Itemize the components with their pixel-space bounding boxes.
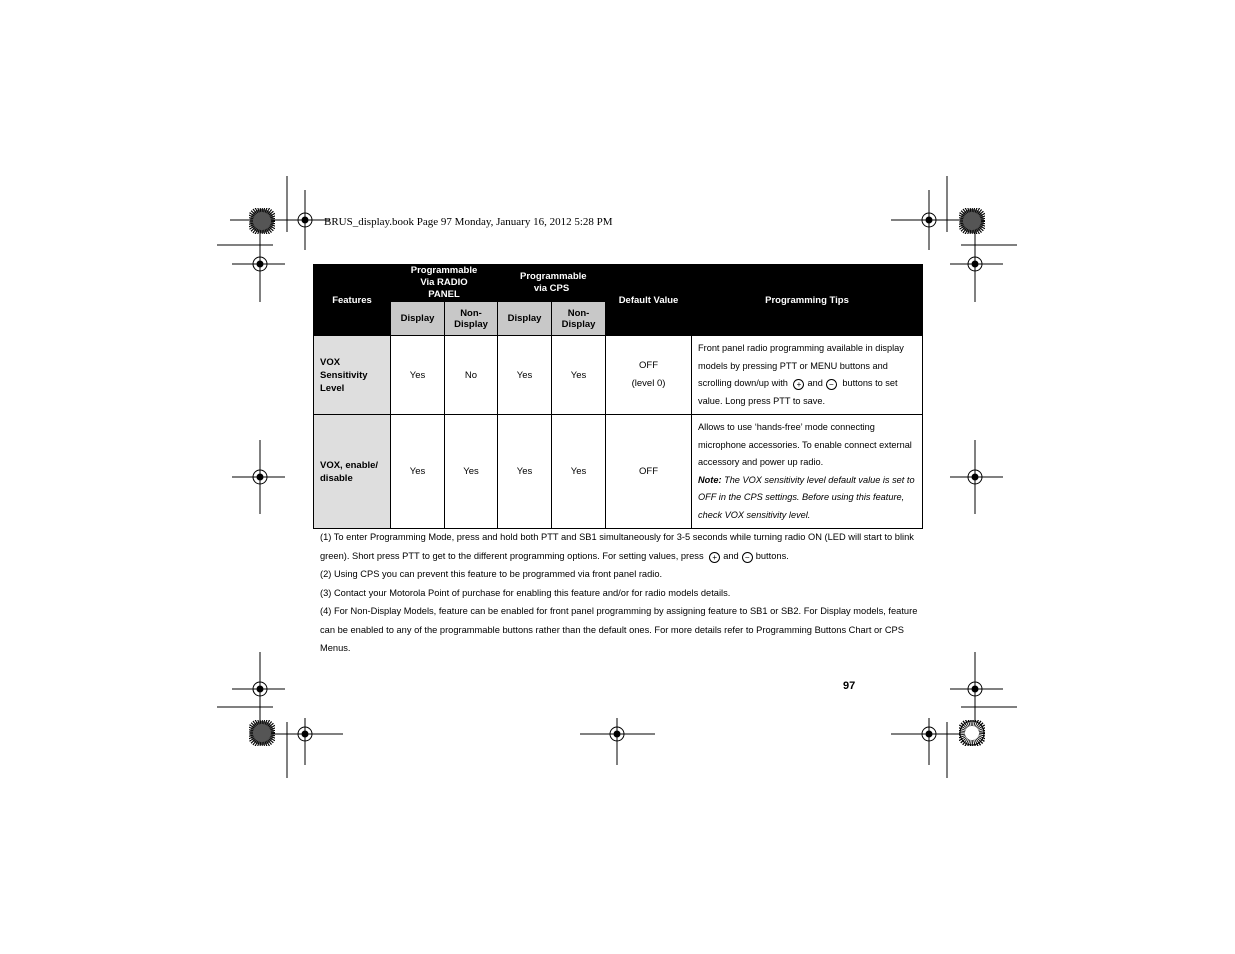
default-value-cell: OFF — [606, 415, 692, 529]
header-panel-display: Display — [391, 302, 445, 336]
book-header: BRUS_display.book Page 97 Monday, January 16, 2012 5:28 PM — [324, 216, 613, 228]
note-label: Note: — [698, 474, 722, 485]
footnotes — [320, 528, 920, 658]
page-number: 97 — [843, 680, 856, 692]
footnote-1-and: and — [723, 550, 739, 561]
header-via-radio-panel: Programmable Via RADIO PANEL — [391, 265, 498, 302]
cps-display-cell: Yes — [498, 415, 552, 529]
header-via-cps: Programmable via CPS — [498, 265, 606, 302]
vox-features-table — [313, 264, 923, 529]
programming-tip-cell — [692, 336, 923, 415]
footnote-4: (4) For Non-Display Models, feature can be enabled for front panel programming by assigning feature to SB1 or SB2. For Display models, feature can be enabled to any of the programmable buttons rather than the default ones. For more details refer to Programming Buttons Chart or CPS Menus. — [320, 606, 918, 653]
panel-display-cell: Yes — [391, 336, 445, 415]
minus-button-icon: − — [742, 552, 753, 563]
header-features: Features — [314, 265, 391, 336]
panel-non-display-cell: No — [445, 336, 498, 415]
panel-non-display-cell: Yes — [445, 415, 498, 529]
header-cps-display: Display — [498, 302, 552, 336]
header-programming-tips: Programming Tips — [692, 265, 923, 336]
starburst-mark-icon — [249, 208, 275, 234]
tip-text-cont: buttons to set value. Long press PTT to save. — [698, 378, 898, 406]
cps-display-cell: Yes — [498, 336, 552, 415]
tip-text: Allows to use ‘hands-free’ mode connecting microphone accessories. To enable connect external accessory and power up radio. — [698, 422, 912, 467]
default-value-cell — [606, 336, 692, 415]
default-value-line2: (level 0) — [631, 378, 666, 389]
note-text: The VOX sensitivity level default value is set to OFF in the CPS settings. Before using this feature, check VOX sensitivity level. — [698, 474, 915, 520]
plus-button-icon: + — [793, 379, 804, 390]
footnote-2: (2) Using CPS you can prevent this feature to be programmed via front panel radio. — [320, 569, 663, 579]
feature-cell: VOX, enable/ disable — [314, 415, 391, 529]
header-default-value: Default Value — [606, 265, 692, 336]
table-row — [314, 336, 923, 415]
tip-and: and — [807, 378, 823, 388]
panel-display-cell: Yes — [391, 415, 445, 529]
table-row — [314, 415, 923, 529]
cps-non-display-cell: Yes — [552, 415, 606, 529]
footnote-1-end: buttons. — [755, 550, 789, 561]
footnote-3: (3) Contact your Motorola Point of purchase for enabling this feature and/or for radio models details. — [320, 587, 731, 598]
cps-non-display-cell: Yes — [552, 336, 606, 415]
tip-text: Front panel radio programming available in display models by pressing PTT or MENU buttons and scrolling down/up with — [698, 343, 904, 388]
default-value-line1: OFF — [639, 360, 659, 371]
plus-button-icon: + — [709, 552, 720, 563]
footnote-1-text: (1) To enter Programming Mode, press and hold both PTT and SB1 simultaneously for 3-5 seconds while turning radio ON (LED will start to blink green). Short press PTT to get to the different programming options. For setting values, press — [320, 532, 914, 561]
feature-cell: VOX Sensitivity Level — [314, 336, 391, 415]
starburst-mark-icon — [959, 208, 985, 234]
footnote-1 — [320, 528, 920, 565]
programming-tip-cell — [692, 415, 923, 529]
starburst-mark-icon — [959, 720, 985, 746]
header-panel-non-display: Non-Display — [445, 302, 498, 336]
minus-button-icon: − — [826, 379, 837, 390]
starburst-mark-icon — [249, 720, 275, 746]
header-cps-non-display: Non-Display — [552, 302, 606, 336]
